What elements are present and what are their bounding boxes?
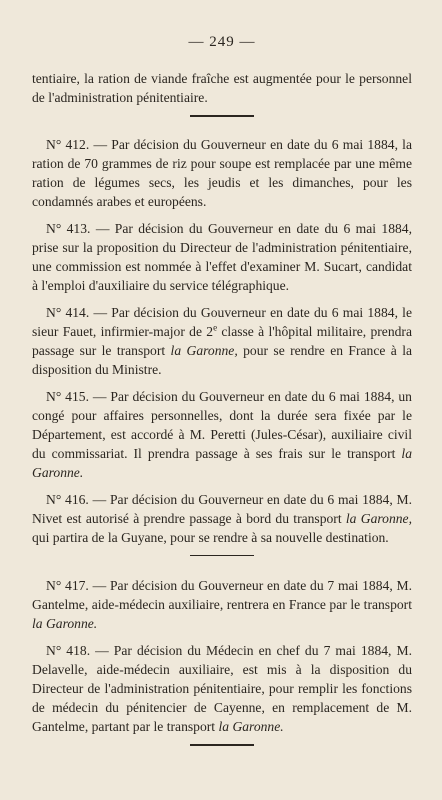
decision-text: pour se rendre en France à la disposition du Ministre. xyxy=(32,342,413,377)
decision-text: — Par décision du Gouverneur en date du 6 mai 1884, la ration de 70 grammes de riz pour soupe est remplacée par une même ration de légumes secs, les jeudis et les dimanches, pour les condamnés arabes et européens. xyxy=(32,136,412,209)
ship-name: la Garonne, xyxy=(345,510,412,526)
ship-name: la Garonne, xyxy=(170,342,238,358)
page-number: — 249 — xyxy=(188,34,256,50)
decision-text: classe à l'hôpital militaire, prendra passage sur le transport xyxy=(32,323,412,358)
section-divider xyxy=(190,115,254,117)
decision-text: — Par décision du Médecin en chef du 7 mai 1884, M. Delavelle, aide-médecin auxiliaire, est mis à la disposition du Directeur de l'administration pénitentiaire, pour remplir les fonctions de médecin du pénitencier de Cayenne, en remplacement de M. Gantelme, partant par le transport xyxy=(32,643,412,734)
decision-number: N° 418. xyxy=(46,643,91,658)
decision-number: N° 417. xyxy=(46,578,89,593)
section-divider xyxy=(190,555,254,557)
decision-416 xyxy=(32,490,412,547)
decision-417 xyxy=(32,576,412,633)
decision-number: N° 415. xyxy=(46,388,89,404)
decision-412 xyxy=(32,135,412,211)
decision-number: N° 413. xyxy=(46,220,91,236)
decision-text: — Par décision du Gouverneur en date du 7 mai 1884, M. Gantelme, aide-médecin auxiliaire, rentrera en France par le transport xyxy=(32,578,412,612)
decision-text: — Par décision du Gouverneur en date du 6 mai 1884, le sieur Fauet, infirmier-major de 2 xyxy=(32,304,412,339)
decision-number: N° 416. xyxy=(46,491,89,507)
continuation-text: tentiaire, la ration de viande fraîche est augmentée pour le personnel de l'administration pénitentiaire. xyxy=(32,71,412,105)
decision-text: qui partira de la Guyane, pour se rendre à sa nouvelle destination. xyxy=(32,529,389,545)
decision-number: N° 414. xyxy=(46,304,90,320)
superscript: e xyxy=(213,321,218,332)
decision-415 xyxy=(32,387,412,482)
decision-text: — Par décision du Gouverneur en date du 6 mai 1884, M. Nivet est autorisé à prendre passage à bord du transport xyxy=(32,491,412,526)
ship-name: la Garonne. xyxy=(32,616,98,631)
section-divider xyxy=(190,744,254,746)
decision-414 xyxy=(32,303,412,379)
ship-name: la Garonne. xyxy=(218,719,284,734)
decision-number: N° 412. xyxy=(46,136,90,152)
decision-418 xyxy=(32,641,412,736)
ship-name: la Garonne. xyxy=(32,445,412,480)
decision-413 xyxy=(32,219,412,295)
decision-text: — Par décision du Gouverneur en date du 6 mai 1884, un congé pour affaires personnelles, dont la durée sera fixée par le Département, est accordé à M. Peretti (Jules-César), auxiliaire civil du commissariat. Il prendra passage à ses frais sur le transport xyxy=(32,388,412,461)
decision-text: — Par décision du Gouverneur en date du 6 mai 1884, prise sur la proposition du Directeur de l'administration pénitentiaire, une commission est nommée à l'effet d'examiner M. Sucart, candidat à l'emploi d'auxiliaire du service télégraphique. xyxy=(32,220,412,293)
